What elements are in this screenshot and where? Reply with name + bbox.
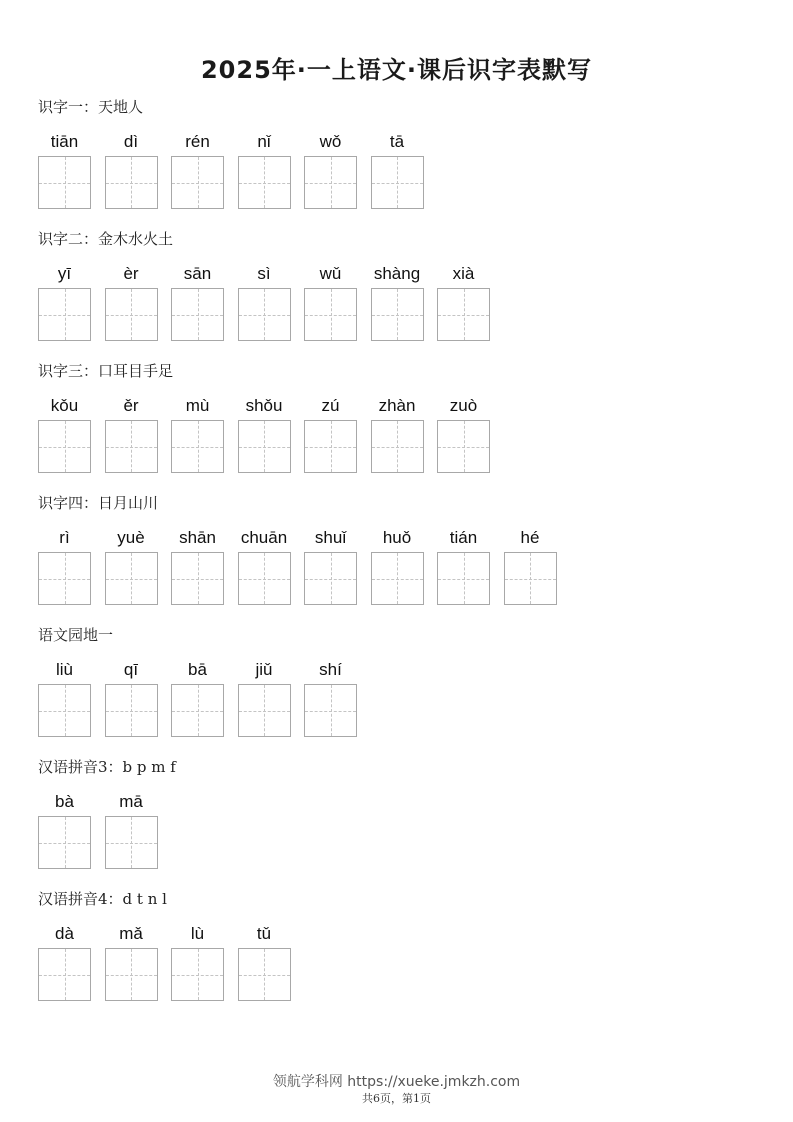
writing-grid-box[interactable]	[437, 420, 490, 473]
word-cell	[38, 395, 91, 417]
writing-grid-box[interactable]	[171, 156, 224, 209]
word-cell	[38, 263, 91, 285]
writing-grid-box[interactable]	[38, 156, 91, 209]
section-4	[38, 493, 758, 621]
pinyin-label: qī	[123, 660, 139, 679]
pinyin-label: èr	[123, 264, 139, 283]
writing-grid-box[interactable]	[304, 420, 357, 473]
pinyin-row	[38, 395, 758, 489]
word-cell	[437, 263, 490, 285]
pinyin-label: xià	[452, 264, 475, 283]
pinyin-label: jiǔ	[255, 660, 273, 679]
pinyin-label: shí	[319, 660, 342, 679]
writing-grid-box[interactable]	[105, 288, 158, 341]
writing-grid-box[interactable]	[38, 684, 91, 737]
word-cell	[105, 131, 158, 153]
pinyin-row	[38, 923, 758, 1017]
word-cell	[238, 263, 291, 285]
section-title: 识字三：口耳目手足	[38, 362, 174, 380]
section-3	[38, 361, 758, 489]
writing-grid-box[interactable]	[105, 156, 158, 209]
writing-grid-box[interactable]	[38, 420, 91, 473]
word-cell	[38, 131, 91, 153]
word-cell	[371, 527, 424, 549]
writing-grid-box[interactable]	[437, 552, 490, 605]
pinyin-label: dì	[123, 132, 139, 151]
word-cell	[371, 131, 424, 153]
pinyin-label: mā	[119, 792, 143, 811]
word-cell	[105, 263, 158, 285]
writing-grid-box[interactable]	[238, 684, 291, 737]
writing-grid-box[interactable]	[38, 948, 91, 1001]
pinyin-label: rì	[59, 528, 70, 547]
pinyin-label: tián	[449, 528, 478, 547]
writing-grid-box[interactable]	[105, 816, 158, 869]
writing-grid-box[interactable]	[304, 288, 357, 341]
pinyin-label: tǔ	[256, 924, 272, 943]
section-1	[38, 97, 758, 225]
word-cell	[171, 527, 224, 549]
writing-grid-box[interactable]	[38, 552, 91, 605]
word-cell	[38, 527, 91, 549]
word-cell	[238, 395, 291, 417]
pinyin-label: huǒ	[382, 528, 412, 547]
word-cell	[304, 659, 357, 681]
page-title: 2025年·一上语文·课后识字表默写	[200, 56, 593, 84]
pinyin-label: kǒu	[50, 396, 79, 415]
section-title: 汉语拼音4：d t n l	[38, 890, 167, 908]
writing-grid-box[interactable]	[171, 288, 224, 341]
section-7	[38, 889, 758, 1017]
pinyin-label: chuān	[240, 528, 288, 547]
writing-grid-box[interactable]	[105, 420, 158, 473]
writing-grid-box[interactable]	[371, 156, 424, 209]
pinyin-label: rén	[185, 132, 210, 151]
pinyin-row	[38, 131, 758, 225]
word-cell	[238, 527, 291, 549]
pinyin-row	[38, 659, 758, 753]
footer-page-number: 共6页，第1页	[362, 1092, 431, 1105]
footer-site: 领航学科网 https://xueke.jmkzh.com	[272, 1074, 521, 1090]
word-cell	[437, 527, 490, 549]
section-2	[38, 229, 758, 357]
word-cell	[171, 923, 224, 945]
pinyin-label: shàng	[373, 264, 421, 283]
word-cell	[238, 923, 291, 945]
writing-grid-box[interactable]	[171, 684, 224, 737]
word-cell	[105, 527, 158, 549]
section-title: 识字四：日月山川	[38, 494, 159, 512]
pinyin-row	[38, 791, 758, 885]
writing-grid-box[interactable]	[238, 552, 291, 605]
pinyin-label: bà	[55, 792, 74, 811]
pinyin-label: ěr	[123, 396, 139, 415]
section-title: 识字一：天地人	[38, 98, 144, 116]
pinyin-label: lù	[190, 924, 205, 943]
pinyin-label: sān	[183, 264, 212, 283]
word-cell	[171, 659, 224, 681]
word-cell	[238, 131, 291, 153]
pinyin-label: tā	[389, 132, 405, 151]
writing-grid-box[interactable]	[437, 288, 490, 341]
writing-grid-box[interactable]	[238, 948, 291, 1001]
word-cell	[238, 659, 291, 681]
pinyin-label: mǎ	[119, 924, 143, 943]
word-cell	[105, 923, 158, 945]
writing-grid-box[interactable]	[304, 684, 357, 737]
pinyin-label: shuǐ	[314, 528, 347, 547]
word-cell	[437, 395, 490, 417]
pinyin-label: yī	[57, 264, 72, 283]
pinyin-row	[38, 263, 758, 357]
word-cell	[38, 791, 91, 813]
section-6	[38, 757, 758, 885]
pinyin-label: bā	[188, 660, 207, 679]
pinyin-row	[38, 527, 758, 621]
section-title: 识字二：金木水火土	[38, 230, 174, 248]
writing-grid-box[interactable]	[504, 552, 557, 605]
writing-grid-box[interactable]	[238, 288, 291, 341]
writing-grid-box[interactable]	[304, 552, 357, 605]
word-cell	[105, 659, 158, 681]
writing-grid-box[interactable]	[371, 420, 424, 473]
writing-grid-box[interactable]	[38, 816, 91, 869]
pinyin-label: wǔ	[319, 264, 342, 283]
pinyin-label: yuè	[117, 528, 145, 547]
word-cell	[304, 263, 357, 285]
pinyin-label: liù	[55, 660, 73, 679]
pinyin-label: dà	[55, 924, 74, 943]
section-5	[38, 625, 758, 753]
word-cell	[171, 263, 224, 285]
word-cell	[504, 527, 557, 549]
section-title: 汉语拼音3：b p m f	[38, 758, 176, 776]
word-cell	[304, 395, 357, 417]
word-cell	[304, 527, 357, 549]
pinyin-label: sì	[257, 264, 271, 283]
word-cell	[38, 923, 91, 945]
pinyin-label: nǐ	[257, 132, 271, 151]
pinyin-label: wǒ	[319, 132, 342, 151]
word-cell	[171, 395, 224, 417]
writing-grid-box[interactable]	[371, 288, 424, 341]
word-cell	[171, 131, 224, 153]
writing-grid-box[interactable]	[304, 156, 357, 209]
word-cell	[304, 131, 357, 153]
writing-grid-box[interactable]	[171, 552, 224, 605]
word-cell	[105, 791, 158, 813]
writing-grid-box[interactable]	[105, 552, 158, 605]
writing-grid-box[interactable]	[105, 948, 158, 1001]
writing-grid-box[interactable]	[371, 552, 424, 605]
writing-grid-box[interactable]	[171, 948, 224, 1001]
word-cell	[105, 395, 158, 417]
writing-grid-box[interactable]	[238, 156, 291, 209]
writing-grid-box[interactable]	[38, 288, 91, 341]
pinyin-label: shān	[179, 528, 216, 547]
pinyin-label: zhàn	[378, 396, 416, 415]
writing-grid-box[interactable]	[171, 420, 224, 473]
pinyin-label: zuò	[449, 396, 478, 415]
writing-grid-box[interactable]	[238, 420, 291, 473]
section-title: 语文园地一	[38, 626, 114, 644]
pinyin-label: tiān	[50, 132, 79, 151]
word-cell	[371, 263, 424, 285]
word-cell	[38, 659, 91, 681]
pinyin-label: hé	[520, 528, 540, 547]
pinyin-label: zú	[321, 396, 340, 415]
pinyin-label: mù	[185, 396, 210, 415]
writing-grid-box[interactable]	[105, 684, 158, 737]
pinyin-label: shǒu	[245, 396, 283, 415]
word-cell	[371, 395, 424, 417]
